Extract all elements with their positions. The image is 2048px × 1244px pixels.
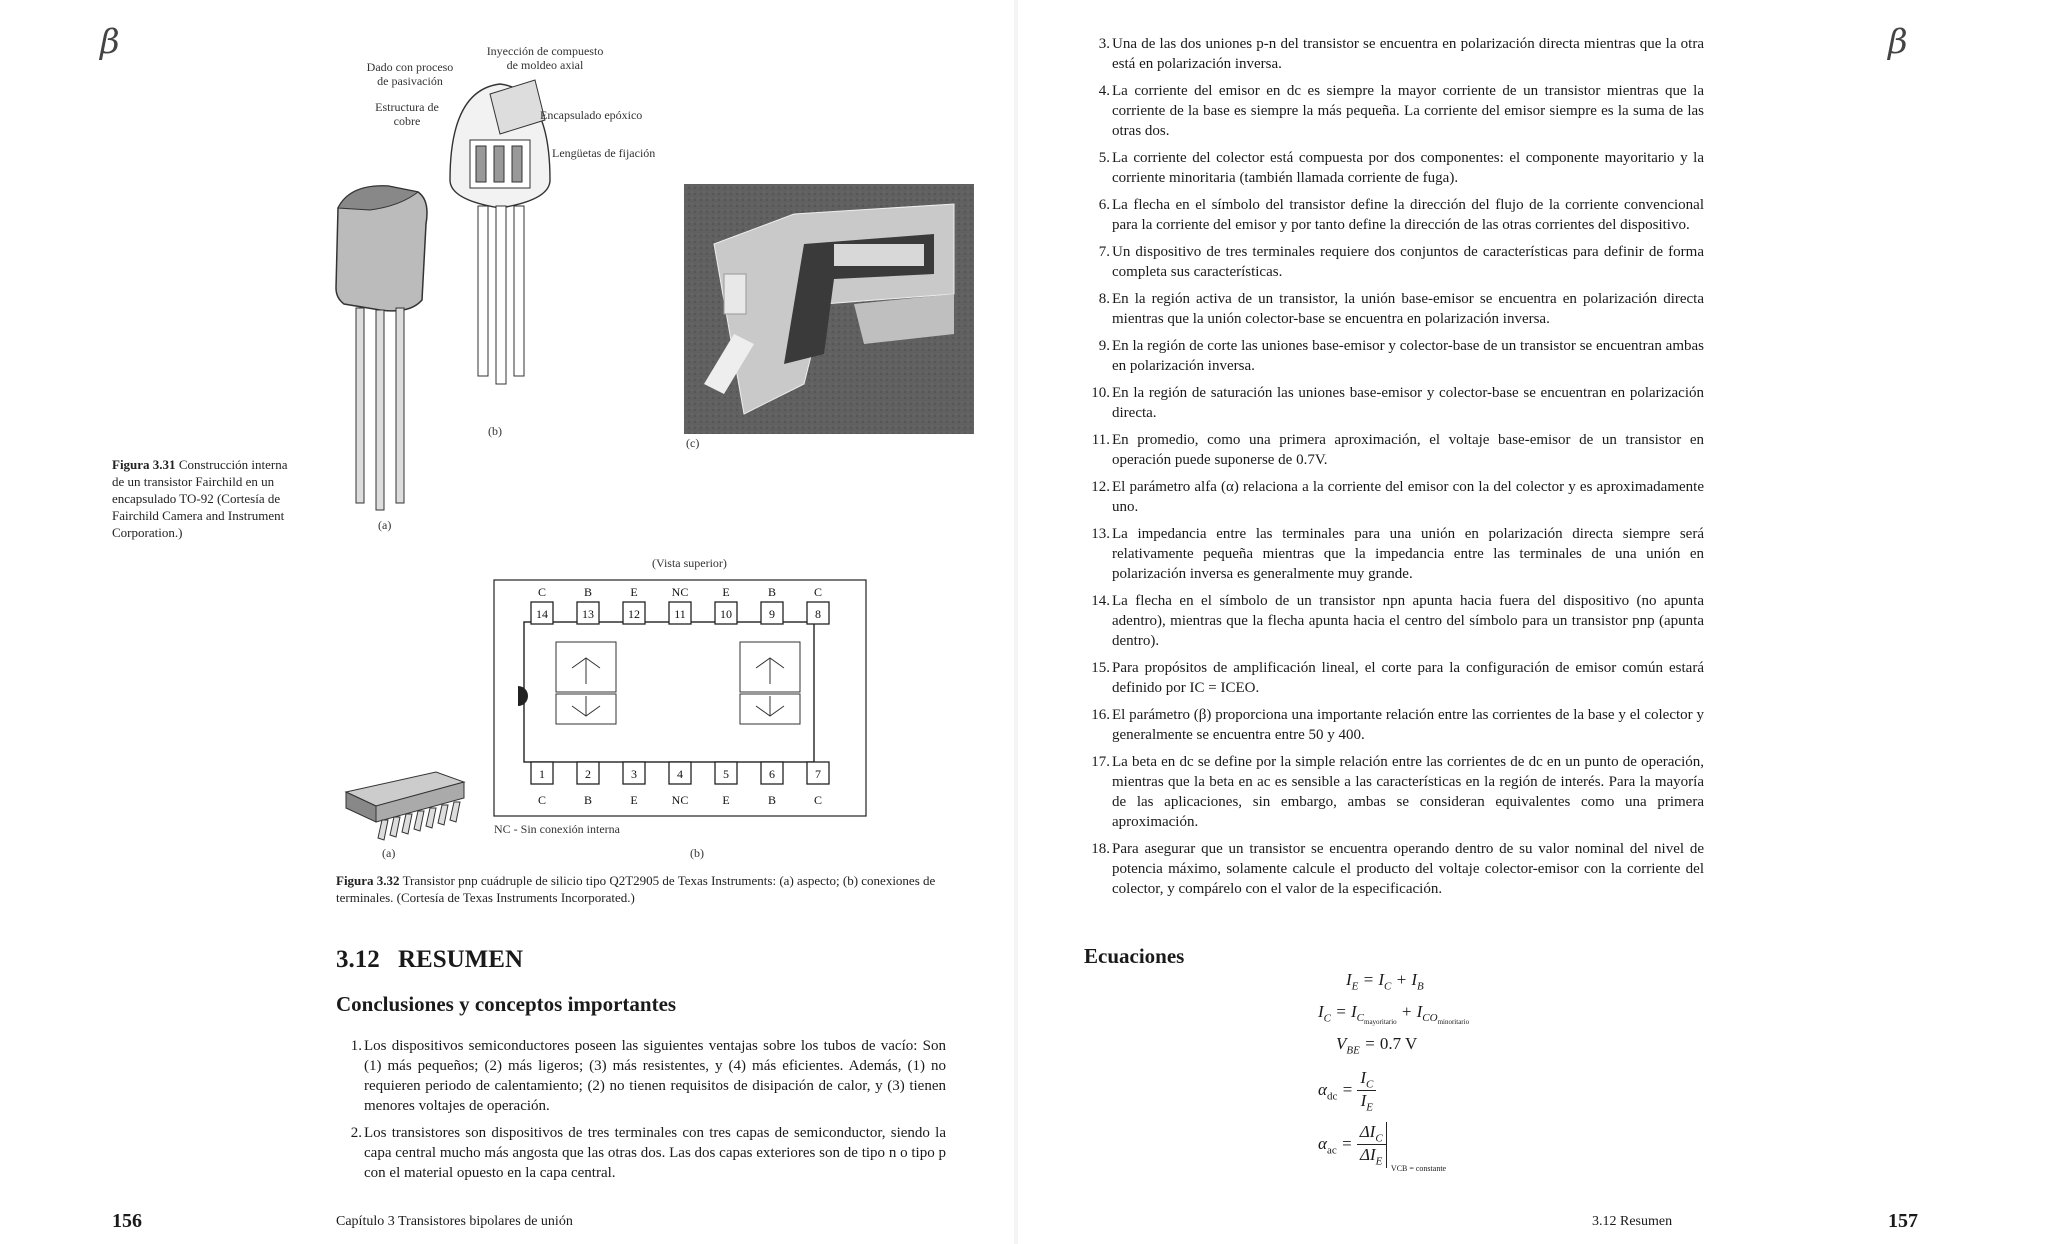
fig331-sub-b: (b) xyxy=(488,424,502,438)
pin-number-bottom: 5 xyxy=(723,767,729,781)
list-item: 2. Los transistores son dispositivos de tres terminales con tres capas de semiconductor, siendo la capa central mucho más angosta que las otras dos. Las dos capas exteriores son de tipo n o tipo p con el material opuesto en la capa central. xyxy=(350,1125,946,1181)
label-inyeccion: Inyección de compuesto de moldeo axial xyxy=(486,44,604,72)
running-head: 3.12 Resumen xyxy=(1592,1214,1673,1229)
pin-number-bottom: 2 xyxy=(585,767,591,781)
list-item: 6. La flecha en el símbolo del transistor define la dirección del flujo de la corriente convencional para la corriente del emisor y por tanto define la dirección de las otras corrientes del dispositivo. xyxy=(1098,197,1704,233)
list-item: 15. Para propósitos de amplificación lineal, el corte para la configuración de emisor común estará definido por IC = ICEO. xyxy=(1091,660,1704,696)
list-item: 11. En promedio, como una primera aproximación, el voltaje base-emisor de un transistor en operación puede suponerse de 0.7V. xyxy=(1091,432,1704,468)
label-lenguetas: Lengüetas de fijación xyxy=(552,146,656,160)
pin-number-bottom: 7 xyxy=(815,767,821,781)
pin-number-top: 8 xyxy=(815,607,821,621)
page-number: 156 xyxy=(112,1210,142,1232)
fig331-caption-text: Construcción interna de un transistor Fairchild en un encapsulado TO-92 (Cortesía de Fairchild Camera and Instrument Corporation.) xyxy=(112,457,288,540)
pin-number-bottom: 6 xyxy=(769,767,775,781)
summary-list-right xyxy=(1091,34,1704,906)
summary-list-left xyxy=(350,1036,946,1190)
equation-alpha-ac: $\alpha_{ac}$ = $\Delta I_C$ $\Delta I_E$ $_{VCB = constante}$ xyxy=(1318,1122,1447,1173)
pin-label-bottom: NC xyxy=(671,793,689,807)
running-head: Capítulo 3 Transistores bipolares de unión xyxy=(336,1214,573,1229)
pin-number-top: 13 xyxy=(582,607,594,621)
label-estructura: Estructura de cobre xyxy=(375,100,439,128)
fig332-sub-a: (a) xyxy=(382,846,396,860)
fig331a-to92-package xyxy=(330,180,440,520)
list-item: 17. La beta en dc se define por la simple relación entre las corrientes de dc en un punto de operación, mientras que la beta en ac es sensible a las características en la región de interés. Para la mayoría de las aplicaciones, sin embargo, ambas se consideran equivalentes como una primera aproximación. xyxy=(1091,754,1704,830)
section-number: 3.12 xyxy=(336,946,380,973)
right-page xyxy=(1018,0,2048,1244)
page-number: 157 xyxy=(1888,1210,1918,1232)
fig332-view-label: (Vista superior) xyxy=(652,556,727,570)
left-page xyxy=(0,0,1014,1244)
conclusions-subhead: Conclusiones y conceptos importantes xyxy=(336,992,677,1016)
fig331-sub-a: (a) xyxy=(378,518,392,532)
pin-number-bottom: 1 xyxy=(539,767,545,781)
list-item: 8. En la región activa de un transistor, la unión base-emisor se encuentra en polarización directa mientras que la unión colector-base se encuentra en polarización inversa. xyxy=(1098,291,1704,327)
equation-alpha-dc: $\alpha_{dc}$ = $\frac{I_C}{I_E}$ xyxy=(1318,1068,1376,1114)
pin-number-bottom: 4 xyxy=(677,767,683,781)
equation-vbe: $V_{BE} = 0.7$ V xyxy=(1336,1034,1418,1057)
corner-mark: β xyxy=(1888,22,1908,62)
fig331-caption-label: Figura 3.31 xyxy=(112,457,176,472)
pin-number-top: 14 xyxy=(536,607,548,621)
pin-label-bottom: E xyxy=(722,793,730,807)
list-item: 10. En la región de saturación las uniones base-emisor y colector-base se encuentran en polarización directa. xyxy=(1091,385,1704,421)
pin-label-top: C xyxy=(813,585,823,599)
list-item: 5. La corriente del colector está compuesta por dos componentes: el componente mayoritario y la corriente minoritaria (también llamada corriente de fuga). xyxy=(1098,150,1704,186)
list-item: 16. El parámetro (β) proporciona una importante relación entre las corrientes de la base y el colector y generalmente se encuentra entre 50 y 400. xyxy=(1091,707,1704,743)
pin-number-top: 10 xyxy=(720,607,732,621)
pin-number-top: 9 xyxy=(769,607,775,621)
pin-label-top: E xyxy=(630,585,638,599)
fig332b-pinout-diagram xyxy=(492,578,872,818)
pin-number-top: 11 xyxy=(674,607,686,621)
list-item: 1. Los dispositivos semiconductores poseen las siguientes ventajas sobre los tubos de vacío: Son (1) más pequeños; (2) más ligeros; (3) más resistentes, y (4) más eficientes. Además, (1) no requieren periodo de calentamiento; (2) no tienen requisitos de disipación de calor, y (3) tienen menores voltajes de operación. xyxy=(350,1038,946,1114)
corner-mark: β xyxy=(100,22,120,62)
fig332a-package xyxy=(336,762,466,842)
label-pasivacion: Dado con proceso de pasivación xyxy=(366,60,454,88)
pin-label-top: B xyxy=(767,585,777,599)
pin-label-top: E xyxy=(722,585,730,599)
list-item: 18. Para asegurar que un transistor se encuentra operando dentro de su valor nominal del nivel de potencia máximo, solamente calcule el producto del voltaje colector-emisor con la corriente del colector, y compárelo con el valor de la especificación. xyxy=(1091,841,1704,897)
fig331c-die-photo xyxy=(684,184,974,434)
fig332-caption-text: Transistor pnp cuádruple de silicio tipo Q2T2905 de Texas Instruments: (a) aspecto; (b) conexiones de terminales. (Cortesía de Texas Instruments Incorporated.) xyxy=(336,873,936,905)
pin-label-bottom: B xyxy=(767,793,777,807)
pin-label-bottom: E xyxy=(630,793,638,807)
list-item: 9. En la región de corte las uniones base-emisor y colector-base de un transistor se encuentran ambas en polarización inversa. xyxy=(1098,338,1704,374)
fig332-caption-label: Figura 3.32 xyxy=(336,873,400,888)
fig332-nc-note: NC - Sin conexión interna xyxy=(494,822,620,836)
pin-label-bottom: B xyxy=(583,793,593,807)
list-item: 3. Una de las dos uniones p-n del transistor se encuentra en polarización directa mientras que la otra está en polarización inversa. xyxy=(1098,36,1704,72)
list-item: 14. La flecha en el símbolo de un transistor npn apunta hacia fuera del dispositivo (no apunta adentro), mientras que la flecha apunta hacia el centro del símbolo para un transistor pnp (apunta dentro). xyxy=(1091,593,1704,649)
section-title: RESUMEN xyxy=(398,946,524,973)
pin-label-top: NC xyxy=(671,585,689,599)
pin-label-top: B xyxy=(583,585,593,599)
pin-number-top: 12 xyxy=(628,607,640,621)
list-item: 12. El parámetro alfa (α) relaciona a la corriente del emisor con la del colector y es aproximadamente uno. xyxy=(1091,479,1704,515)
fig331-caption xyxy=(112,456,300,541)
equation-ie: $I_E = I_C + I_B$ xyxy=(1346,970,1424,993)
fig332-sub-b: (b) xyxy=(690,846,704,860)
list-item: 13. La impedancia entre las terminales para una unión en polarización directa siempre será relativamente pequeña mientras que la impedancia entre las terminales de una unión en polarización inversa es generalmente muy grande. xyxy=(1091,526,1704,582)
pin-label-top: C xyxy=(537,585,547,599)
fig332-caption xyxy=(336,872,956,906)
list-item: 7. Un dispositivo de tres terminales requiere dos conjuntos de características para definir de forma completa sus características. xyxy=(1098,244,1704,280)
fig331-sub-c: (c) xyxy=(686,436,700,450)
pin-number-bottom: 3 xyxy=(631,767,637,781)
list-item: 4. La corriente del emisor en dc es siempre la mayor corriente de un transistor mientras que la corriente de la base es siempre la más pequeña. La corriente del emisor siempre es la suma de las otras dos. xyxy=(1098,83,1704,139)
equation-ic: $I_C = I_{C_{mayoritario}} + I_{CO_{minoritario}}$ xyxy=(1318,1002,1470,1027)
section-heading xyxy=(336,946,523,974)
pin-label-bottom: C xyxy=(813,793,823,807)
pin-label-bottom: C xyxy=(537,793,547,807)
label-encapsulado: Encapsulado epóxico xyxy=(540,108,643,122)
equations-heading: Ecuaciones xyxy=(1084,944,1185,968)
